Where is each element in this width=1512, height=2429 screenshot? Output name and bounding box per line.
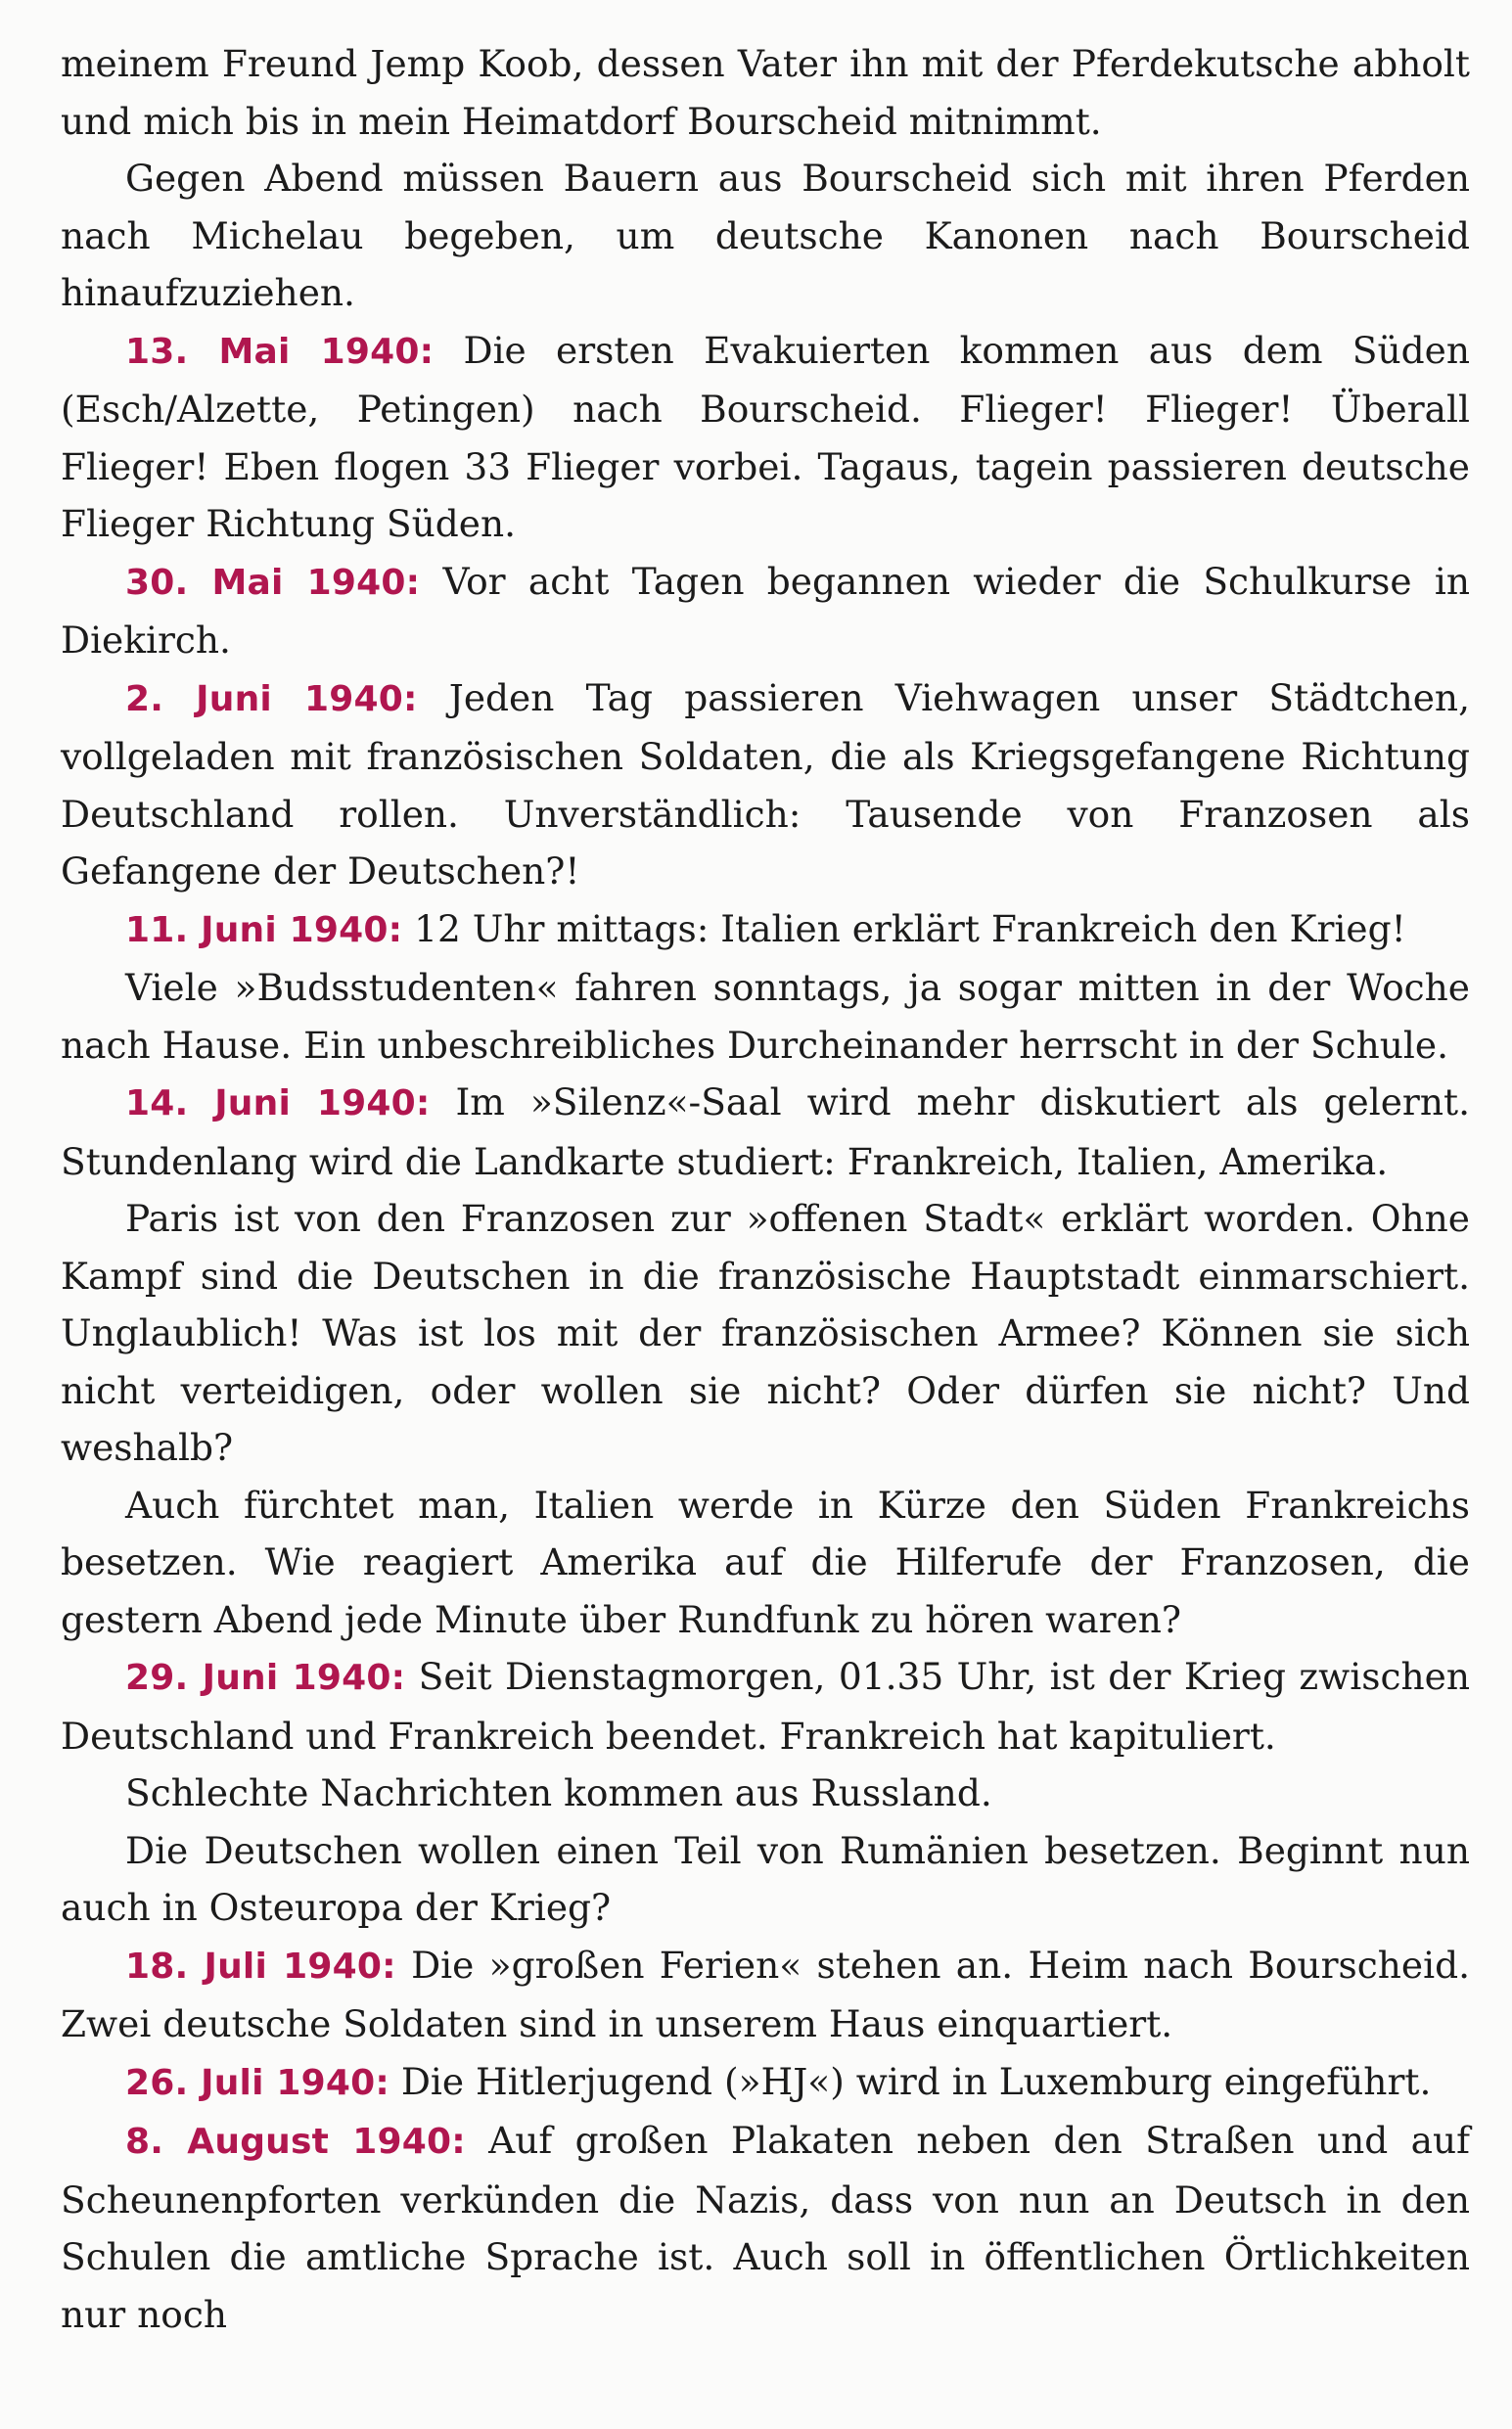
paragraph-text: meinem Freund Jemp Koob, dessen Vater ihn mit der Pferdekutsche abholt und mich bis in mein Heimatdorf Bourscheid mitnimmt. <box>61 42 1470 143</box>
paragraph <box>61 1190 1470 1477</box>
entry-date: 14. Juni 1940: <box>125 1083 431 1123</box>
diary-page <box>61 35 1470 2343</box>
paragraph-text: Paris ist von den Franzosen zur »offenen Stadt« erklärt worden. Ohne Kampf sind die Deutschen in die französische Hauptstadt einmarschiert. Unglaublich! Was ist los mit der französischen Armee? Können sie sich nicht verteidigen, oder wollen sie nicht? Oder dürfen sie nicht? Und weshalb? <box>61 1197 1470 1469</box>
entry-date: 2. Juni 1940: <box>125 678 418 719</box>
diary-entry <box>61 2053 1470 2113</box>
paragraph <box>61 35 1470 150</box>
diary-entry <box>61 1074 1470 1190</box>
entry-text: Jeden Tag passieren Viehwagen unser Städtchen, vollgeladen mit französischen Soldaten, die als Kriegsgefangene Richtung Deutschland rollen. Unverständlich: Tausende von Franzosen als Gefangene der Deutschen?! <box>61 675 1471 893</box>
entry-date: 8. August 1940: <box>125 2122 466 2162</box>
entry-text: Seit Dienstagmorgen, 01.35 Uhr, ist der Krieg zwischen Deutschland und Frankreich beendet. Frankreich hat kapituliert. <box>61 1655 1470 1758</box>
diary-entry <box>61 669 1470 900</box>
paragraph-text: Schlechte Nachrichten kommen aus Russland. <box>125 1771 992 1814</box>
diary-entry <box>61 1648 1470 1764</box>
paragraph-text: Gegen Abend müssen Bauern aus Bourscheid sich mit ihren Pferden nach Michelau begeben, um deutsche Kanonen nach Bourscheid hinaufzuziehen. <box>61 157 1470 314</box>
entry-text: Die ersten Evakuierten kommen aus dem Süden (Esch/Alzette, Petingen) nach Bourscheid. Flieger! Flieger! Überall Flieger! Eben flogen 33 Flieger vorbei. Tagaus, tagein passieren deutsche Flieger Richtung Süden. <box>61 328 1470 545</box>
diary-entry <box>61 900 1470 960</box>
paragraph-text: Viele »Budsstudenten« fahren sonntags, ja sogar mitten in der Woche nach Hause. Ein unbeschreibliches Durcheinander herrscht in der Schule. <box>61 966 1470 1067</box>
paragraph-text: Auch fürchtet man, Italien werde in Kürze den Süden Frankreichs besetzen. Wie reagiert Amerika auf die Hilferufe der Franzosen, die gestern Abend jede Minute über Rundfunk zu hören waren? <box>61 1483 1470 1641</box>
entry-text: Vor acht Tagen begannen wieder die Schulkurse in Diekirch. <box>61 559 1470 662</box>
entry-text: Die Hitlerjugend (»HJ«) wird in Luxemburg eingeführt. <box>400 2059 1432 2103</box>
paragraph <box>61 150 1470 322</box>
paragraph-text: Die Deutschen wollen einen Teil von Rumänien besetzen. Beginnt nun auch in Osteuropa der Krieg? <box>61 1828 1470 1929</box>
diary-entry <box>61 1937 1470 2053</box>
entry-date: 18. Juli 1940: <box>125 1946 396 1987</box>
paragraph <box>61 1477 1470 1649</box>
paragraph <box>61 1822 1470 1937</box>
entry-text: Auf großen Plakaten neben den Straßen und auf Scheunenpforten verkünden die Nazis, dass von nun an Deutsch in den Schulen die amtliche Sprache ist. Auch soll in öffentlichen Örtlichkeiten nur noch <box>61 2119 1470 2336</box>
entry-date: 11. Juni 1940: <box>125 909 403 950</box>
entry-text: 12 Uhr mittags: Italien erklärt Frankreich den Krieg! <box>414 906 1406 950</box>
diary-entry <box>61 322 1470 553</box>
entry-text: Im »Silenz«-Saal wird mehr diskutiert als gelernt. Stundenlang wird die Landkarte studiert: Frankreich, Italien, Amerika. <box>61 1080 1470 1183</box>
entry-date: 13. Mai 1940: <box>125 331 435 372</box>
diary-entry <box>61 2112 1470 2343</box>
entry-date: 26. Juli 1940: <box>125 2062 389 2103</box>
paragraph <box>61 959 1470 1074</box>
paragraph <box>61 1764 1470 1822</box>
entry-date: 30. Mai 1940: <box>125 562 421 603</box>
entry-date: 29. Juni 1940: <box>125 1658 406 1698</box>
entry-text: Die »großen Ferien« stehen an. Heim nach Bourscheid. Zwei deutsche Soldaten sind in unserem Haus einquartiert. <box>61 1943 1471 2045</box>
diary-entry <box>61 553 1470 669</box>
